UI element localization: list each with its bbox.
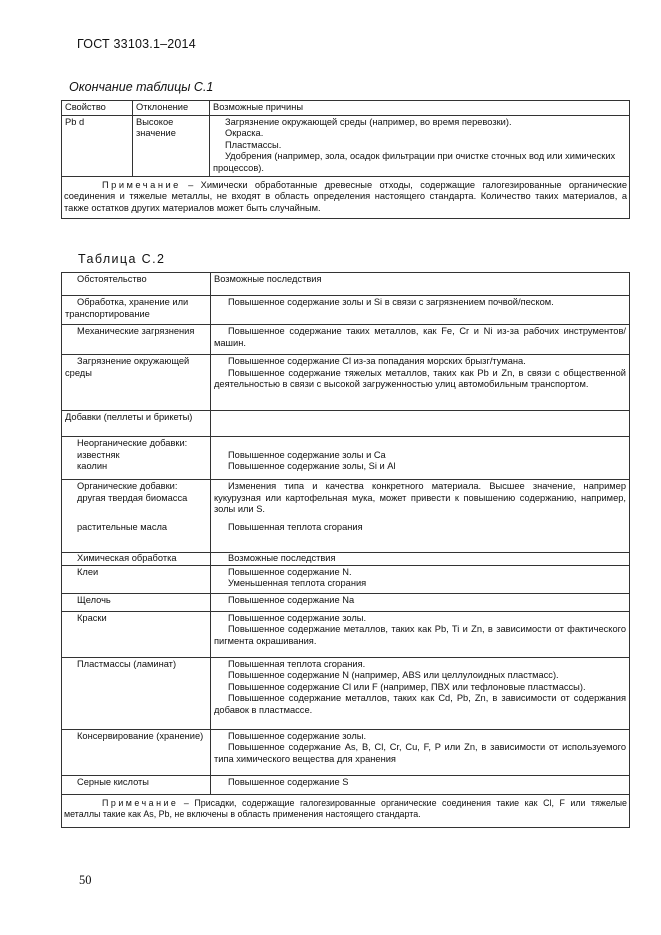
table2-title: Таблица С.2: [78, 252, 166, 266]
table-header-row: [62, 101, 630, 116]
table-row: [62, 565, 630, 593]
cell-text: Серные кислоты: [77, 776, 149, 787]
column-header: Свойство: [62, 101, 133, 116]
table-row: [62, 115, 630, 176]
table-cell: Высокое значение: [133, 115, 210, 176]
table-cell: [62, 411, 211, 437]
cell-text: Краски: [77, 612, 107, 623]
cell-text: Повышенное содержание N (например, ABS или целлулоидных пластмасс).: [228, 670, 559, 681]
table-cell: [211, 775, 630, 794]
cell-text: известняк: [77, 449, 120, 460]
cell-text: Пластмассы (ламинат): [77, 658, 177, 669]
table1-title: Окончание таблицы С.1: [69, 80, 214, 94]
table-header-row: [62, 273, 630, 296]
cell-text: Повышенное содержание Cl или F (например, ПВХ или тефлоновые пластмассы).: [228, 681, 586, 692]
table-cell: [62, 480, 211, 553]
column-header: Возможные причины: [210, 101, 630, 116]
cause-line: Удобрения (например, зола, осадок фильтрации при очистке сточных вод или химических процессов).: [213, 151, 616, 173]
cell-text: растительные масла: [77, 522, 168, 533]
cause-line: Пластмассы.: [225, 139, 282, 150]
cell-text: Повышенное содержание таких металлов, как Fe, Cr и Ni из-за рабочих инструментов/машин.: [214, 326, 626, 348]
table-cell: [62, 593, 211, 611]
cell-text: Неорганические добавки:: [77, 438, 188, 448]
page-number: 50: [79, 873, 92, 887]
cell-text: Повышенное содержание Cl из-за попадания морских брызг/тумана.: [228, 356, 526, 366]
column-header: Возможные последствия: [211, 273, 630, 296]
table-c1: [61, 100, 630, 219]
cell-text: Повышенное содержание As, B, Cl, Cr, Cu, F, P или Zn, в зависимости от используемого типа химического вещества для хранения: [214, 742, 626, 764]
cell-text: другая твердая биомасса: [77, 492, 188, 503]
table-cell: [62, 611, 211, 657]
note-text: – Химически обработанные древесные отходы, содержащие галогезированные органические соединения и тяжелые металлы, не входят в область определения настоящего стандарта. Количество таких материалов, а также остатков других материалов может быть случайным.: [64, 179, 627, 213]
table-cell: [211, 593, 630, 611]
cell-text: Уменьшенная теплота сгорания: [228, 578, 367, 589]
cell-text: Повышенное содержание Na: [228, 594, 355, 605]
table-row: [62, 325, 630, 355]
table-cell: [62, 775, 211, 794]
cell-text: Щелочь: [77, 594, 111, 605]
table-cell: [211, 355, 630, 411]
table-row: [62, 657, 630, 729]
table-row: [62, 437, 630, 480]
cell-text: Повышенное содержание золы.: [228, 612, 367, 623]
cell-text: Обработка, хранение или транспортирование: [65, 297, 189, 319]
cell-text: Механические загрязнения: [77, 326, 195, 336]
cell-text: Повышенная теплота сгорания.: [228, 658, 366, 669]
cell-text: Повышенное содержание тяжелых металлов, таких как Pb и Zn, в связи с общественной деятельностью в связи с высокой загруженностью улиц автомобильным транспортом.: [214, 367, 626, 390]
column-header: [62, 273, 211, 296]
cell-text: Повышенное содержание золы и Ca: [228, 449, 386, 460]
cell-text: Загрязнение окружающей среды: [65, 356, 190, 378]
cell-text: Добавки (пеллеты и брикеты): [65, 412, 193, 422]
cell-text: Повышенное содержание S: [228, 776, 349, 787]
cell-text: Повышенное содержание золы, Si и Al: [228, 461, 396, 472]
cell-text: Клеи: [77, 566, 99, 577]
cell-text: Возможные последствия: [228, 553, 336, 563]
table-c2: [61, 272, 630, 828]
column-header-text: Обстоятельство: [77, 274, 147, 284]
table-row: [62, 611, 630, 657]
cell-text: Химическая обработка: [77, 553, 177, 563]
cell-text: Повышенное содержание металлов, таких как Pb, Ti и Zn, в зависимости от фактического пигмента окрашивания.: [214, 624, 626, 646]
column-header: Отклонение: [133, 101, 210, 116]
table-cell: [62, 729, 211, 775]
table-cell: [211, 325, 630, 355]
note-text: – Присадки, содержащие галогезированные органические соединения такие как Cl, F или тяжелые металлы такие как As, Pb, не включены в область применения настоящего стандарта.: [64, 797, 627, 820]
table-cell: [62, 553, 211, 566]
cell-text: Изменения типа и качества конкретного материала. Высшее значение, например кукурузная или картофельная мука, может привести к повышению содержанию, например, золы или S.: [214, 481, 626, 515]
table-cell: [211, 611, 630, 657]
table-row: [62, 729, 630, 775]
table-cell: [62, 325, 211, 355]
table-note-row: [62, 176, 630, 219]
document-header: ГОСТ 33103.1–2014: [77, 37, 196, 51]
table-cell: [211, 480, 630, 553]
cell-text: Повышенное содержание золы.: [228, 730, 367, 741]
cause-line: Загрязнение окружающей среды (например, во время перевозки).: [225, 116, 512, 127]
table-note: [62, 794, 630, 827]
cell-text: Повышенное содержание N.: [228, 566, 352, 577]
table-cell: Pb d: [62, 115, 133, 176]
table-cell: [211, 565, 630, 593]
cell-text: Повышенное содержание золы и Si в связи с загрязнением почвой/песком.: [228, 297, 554, 307]
table-row: [62, 411, 630, 437]
note-label: Примечание: [102, 797, 179, 808]
table-cell: [62, 437, 211, 480]
table-row: [62, 480, 630, 553]
table-row: [62, 593, 630, 611]
cell-text: Консервирование (хранение): [77, 730, 204, 741]
table-note: [62, 176, 630, 219]
table-cell: [211, 296, 630, 325]
cell-text: Повышенное содержание металлов, таких как Cd, Pb, Zn, в зависимости от содержания добавок в пластмассе.: [214, 693, 626, 715]
table-row: [62, 553, 630, 566]
table-row: [62, 355, 630, 411]
table-cell: [211, 657, 630, 729]
cause-line: Окраска.: [225, 128, 264, 139]
table-cell: [210, 115, 630, 176]
table-cell: [62, 565, 211, 593]
table-note-row: [62, 794, 630, 827]
table-row: [62, 775, 630, 794]
table-cell: [211, 553, 630, 566]
table-cell: [62, 296, 211, 325]
table-cell: [62, 355, 211, 411]
table-cell: [211, 729, 630, 775]
note-label: Примечание: [102, 179, 181, 190]
cell-text: Органические добавки:: [77, 481, 178, 491]
table-row: [62, 296, 630, 325]
table-cell: [62, 657, 211, 729]
cell-text: каолин: [77, 461, 108, 472]
cell-text: Повышенная теплота сгорания: [228, 521, 363, 532]
table-cell: [211, 411, 630, 437]
table-cell: [211, 437, 630, 480]
